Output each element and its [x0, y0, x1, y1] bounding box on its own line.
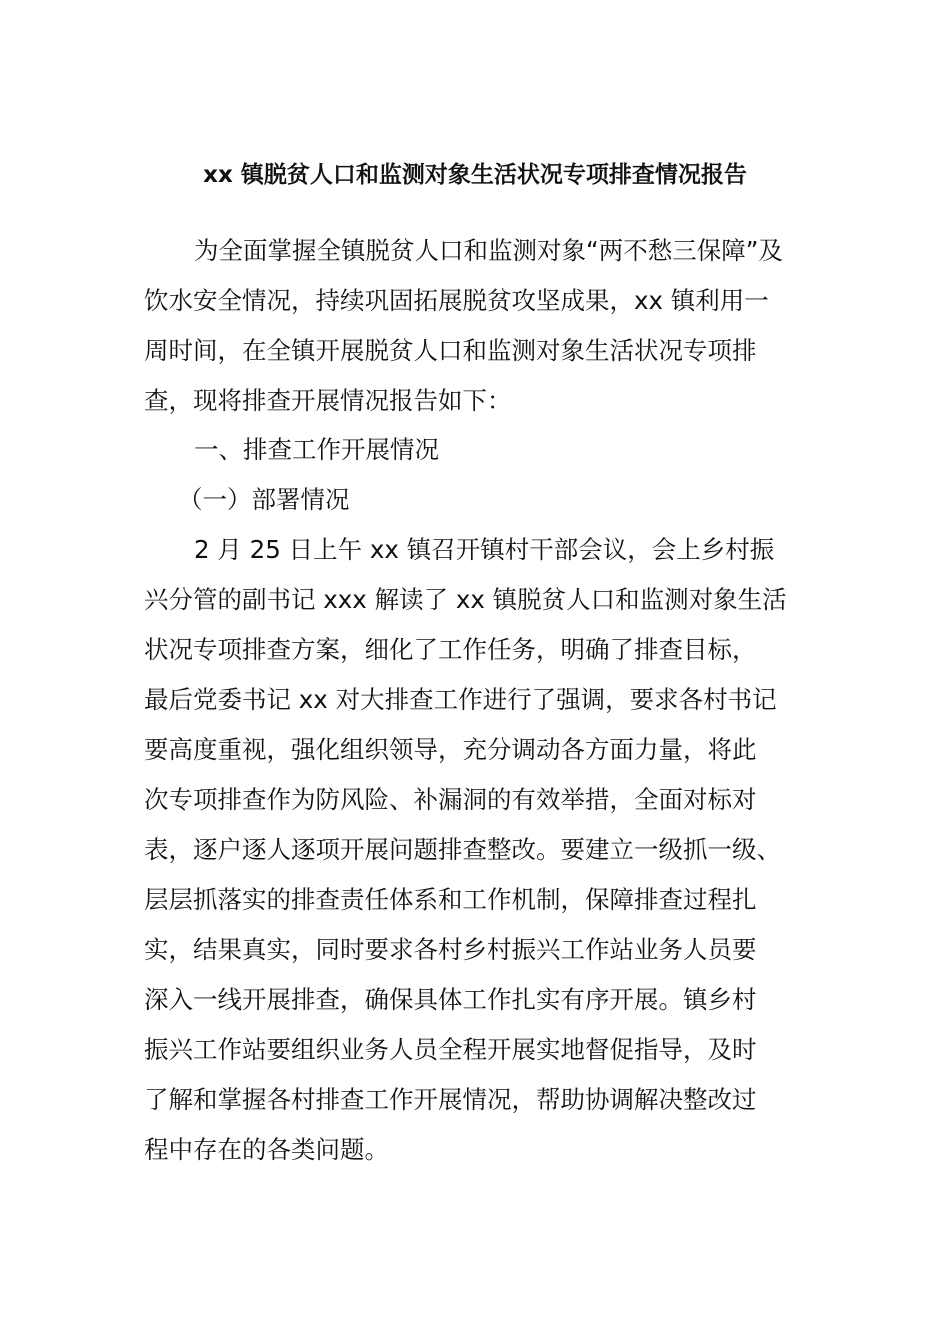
body-line-10: 深入一线开展排查，确保具体工作扎实有序开展。镇乡村: [144, 985, 757, 1014]
intro-line-2: 饮水安全情况，持续巩固拓展脱贫攻坚成果，xx 镇利用一: [144, 286, 769, 315]
body-line-12: 了解和掌握各村排查工作开展情况，帮助协调解决整改过: [144, 1085, 757, 1114]
body-line-3: 状况专项排查方案，细化了工作任务，明确了排查目标，: [144, 635, 757, 664]
body-line-6: 次专项排查作为防风险、补漏洞的有效举措，全面对标对: [144, 785, 757, 814]
body-line-8: 层层抓落实的排查责任体系和工作机制，保障排查过程扎: [144, 885, 757, 914]
document-title: xx 镇脱贫人口和监测对象生活状况专项排查情况报告: [203, 162, 747, 188]
intro-line-4: 查，现将排查开展情况报告如下：: [144, 386, 512, 415]
section-heading: 一、排查工作开展情况: [194, 435, 439, 464]
intro-line-1: 为全面掌握全镇脱贫人口和监测对象“两不愁三保障”及: [194, 236, 783, 265]
body-line-2: 兴分管的副书记 xxx 解读了 xx 镇脱贫人口和监测对象生活: [144, 585, 787, 614]
body-line-13: 程中存在的各类问题。: [144, 1135, 389, 1164]
body-line-1: 2 月 25 日上午 xx 镇召开镇村干部会议，会上乡村振: [194, 535, 775, 564]
intro-line-3: 周时间，在全镇开展脱贫人口和监测对象生活状况专项排: [144, 336, 757, 365]
body-line-4: 最后党委书记 xx 对大排查工作进行了强调，要求各村书记: [144, 685, 777, 714]
body-line-7: 表，逐户逐人逐项开展问题排查整改。要建立一级抓一级、: [144, 835, 781, 864]
body-line-5: 要高度重视，强化组织领导，充分调动各方面力量，将此: [144, 735, 757, 764]
body-line-9: 实，结果真实，同时要求各村乡村振兴工作站业务人员要: [144, 935, 757, 964]
subsection-heading: （一）部署情况: [178, 485, 350, 514]
body-line-11: 振兴工作站要组织业务人员全程开展实地督促指导，及时: [144, 1035, 757, 1064]
